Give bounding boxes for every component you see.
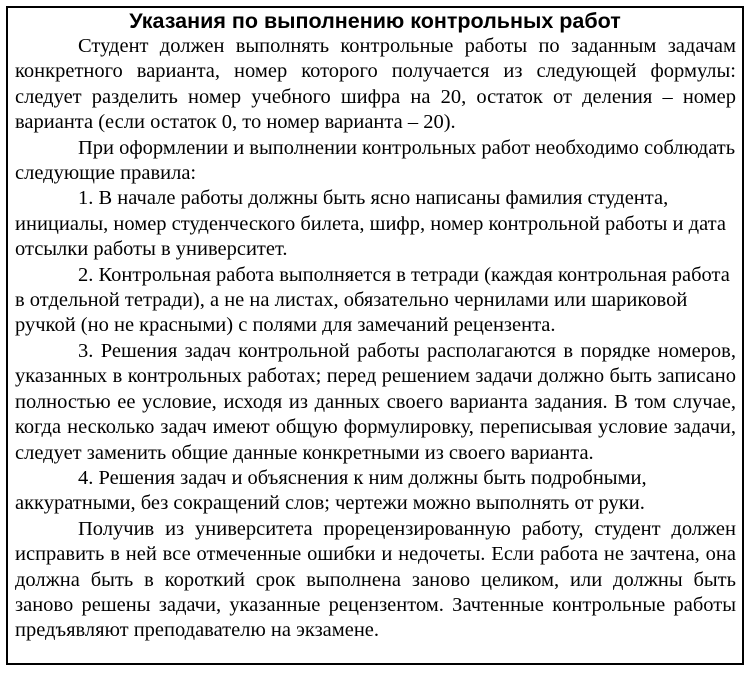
- paragraph-intro: Студент должен выполнять контрольные работы по заданным задачам конкретного варианта, номер которого получается из следующей формулы: следует разделить номер учебного шифра на 20, остаток от деления – номер варианта (если остаток 0, то номер варианта – 20).: [15, 35, 736, 134]
- rule-item-3: 3. Решения задач контрольной работы располагаются в порядке номеров, указанных в контрольных работах; перед решением задачи должно быть записано полностью ее условие, исходя из данных своего варианта задания. В том случае, когда несколько задач имеют общую формулировку, переписывая условие задачи, следует заменить общие данные конкретными из своего варианта.: [15, 339, 736, 464]
- paragraph-closing: Получив из университета прорецензированную работу, студент должен исправить в ней все отмеченные ошибки и недочеты. Если работа не зачтена, она должна быть в короткий срок выполнена заново целиком, или должны быть заново решены задачи, указанные рецензентом. Зачтенные контрольные работы предъявляют преподавателю на экзамене.: [15, 517, 736, 642]
- rule-item-1: 1. В начале работы должны быть ясно написаны фамилия студента, инициалы, номер студенческого билета, шифр, номер контрольной работы и дата отсылки работы в университет.: [15, 187, 726, 261]
- document-frame: [6, 6, 744, 665]
- rule-item-2: 2. Контрольная работа выполняется в тетради (каждая контрольная работа в отдельной тетради), а не на листах, обязательно чернилами или шариковой ручкой (но не красными) с полями для замечаний рецензента.: [15, 263, 730, 337]
- document-body: [8, 34, 742, 644]
- document-title: Указания по выполнению контрольных работ: [129, 9, 621, 33]
- rule-item-4: 4. Решения задач и объяснения к ним должны быть подробными, аккуратными, без сокращений слов; чертежи можно выполнять от руки.: [15, 466, 647, 515]
- paragraph-rules-lead: При оформлении и выполнении контрольных работ необходимо соблюдать следующие правила:: [15, 136, 736, 185]
